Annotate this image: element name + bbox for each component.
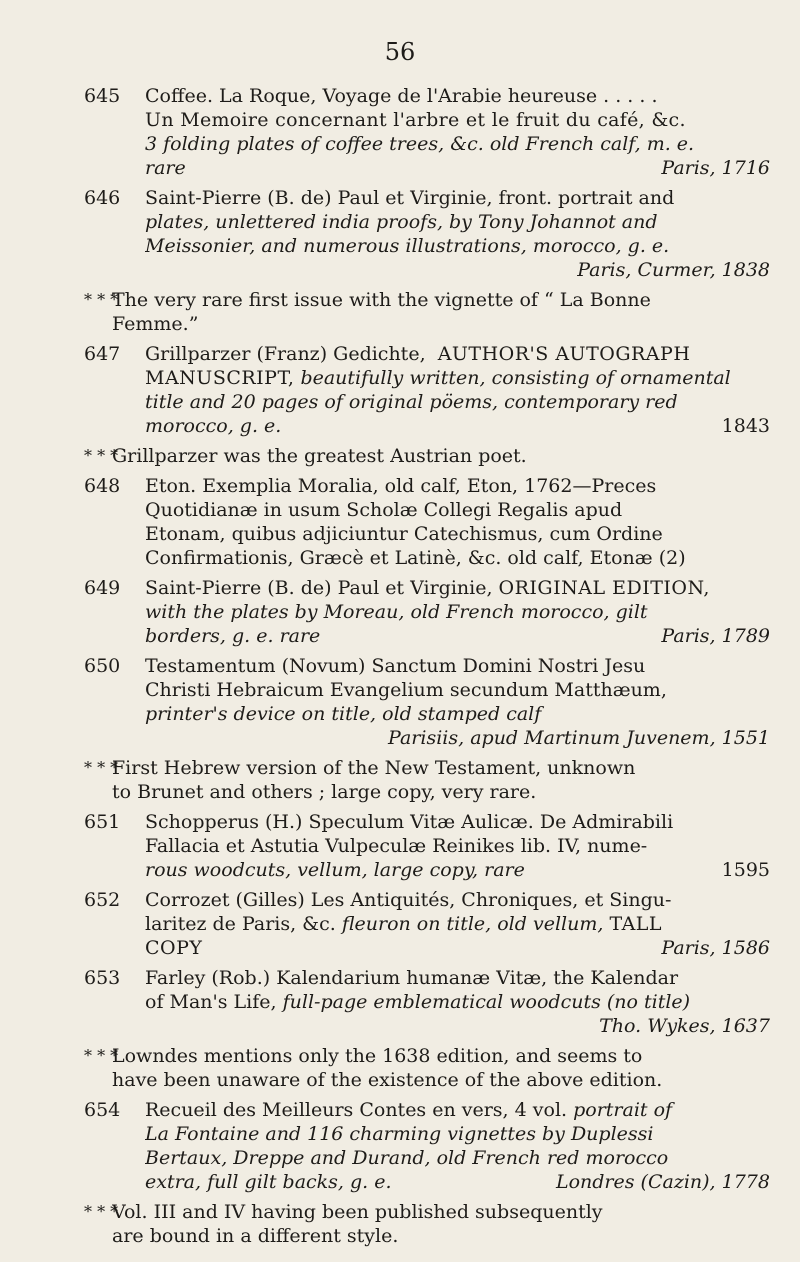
catalog-entries	[84, 84, 770, 1254]
entry-line: Schopperus (H.) Speculum Vitæ Aulicæ. De Admirabili	[145, 811, 674, 833]
catalog-entry-645	[84, 84, 770, 180]
note-line: have been unaware of the existence of the above edition.	[112, 1069, 663, 1091]
lot-number: 650	[84, 655, 121, 677]
entry-line: morocco, g. e.	[145, 415, 282, 437]
lot-number: 651	[84, 811, 121, 833]
note-line: Lowndes mentions only the 1638 edition, and seems to	[112, 1045, 643, 1067]
imprint: Paris, 1789	[661, 625, 770, 647]
catalog-note	[84, 444, 770, 468]
entry-line: Eton. Exemplia Moralia, old calf, Eton, 1762—Preces	[145, 475, 657, 497]
note-line: to Brunet and others ; large copy, very rare.	[112, 781, 537, 803]
entry-line: La Fontaine and 116 charming vignettes by Duplessi	[145, 1123, 654, 1145]
lot-number: 654	[84, 1099, 121, 1121]
entry-line: Bertaux, Dreppe and Durand, old French red morocco	[145, 1147, 669, 1169]
note-line: Vol. III and IV having been published subsequently	[112, 1201, 603, 1223]
entry-caps: TALL	[609, 913, 663, 935]
entry-line: Corrozet (Gilles) Les Antiquités, Chroniques, et Singu-	[145, 889, 672, 911]
imprint: 1843	[721, 415, 770, 437]
catalog-entry-648	[84, 474, 770, 570]
entry-line: extra, full gilt backs, g. e.	[145, 1171, 392, 1193]
imprint: 1595	[721, 859, 770, 881]
entry-line: title and 20 pages of original pöems, contemporary red	[145, 391, 678, 413]
catalog-entry-653	[84, 966, 770, 1038]
imprint: Parisiis, apud Martinum Juvenem, 1551	[388, 727, 770, 749]
entry-line: Un Memoire concernant l'arbre et le fruit du café, &c.	[145, 109, 686, 131]
entry-line: Christi Hebraicum Evangelium secundum Matthæum,	[145, 679, 667, 701]
catalog-entry-649	[84, 576, 770, 648]
catalog-note	[84, 1044, 770, 1092]
entry-line: printer's device on title, old stamped calf	[145, 703, 542, 725]
entry-line: Confirmationis, Græcè et Latinè, &c. old calf, Etonæ (2)	[145, 547, 686, 569]
catalog-entry-647	[84, 342, 770, 438]
note-line: First Hebrew version of the New Testament, unknown	[112, 757, 636, 779]
lot-number: 647	[84, 343, 121, 365]
catalog-note	[84, 288, 770, 336]
entry-line: Farley (Rob.) Kalendarium humanæ Vitæ, the Kalendar	[145, 967, 679, 989]
catalog-entry-651	[84, 810, 770, 882]
entry-caps: ORIGINAL EDITION,	[498, 577, 710, 599]
lot-number: 653	[84, 967, 121, 989]
lot-number: 649	[84, 577, 121, 599]
entry-line: Saint-Pierre (B. de) Paul et Virginie, front. portrait and	[145, 187, 675, 209]
entry-line: borders, g. e. rare	[145, 625, 321, 647]
entry-line: Fallacia et Astutia Vulpeculæ Reinikes lib. IV, nume-	[145, 835, 648, 857]
imprint: Paris, 1586	[661, 937, 770, 959]
entry-caps: COPY	[145, 937, 203, 959]
catalog-note	[84, 756, 770, 804]
entry-line: Recueil des Meilleurs Contes en vers, 4 vol.	[145, 1099, 568, 1121]
entry-line: Quotidianæ in usum Scholæ Collegi Regalis apud	[145, 499, 623, 521]
entry-line: Meissonier, and numerous illustrations, morocco, g. e.	[145, 235, 670, 257]
imprint: Paris, 1716	[661, 157, 770, 179]
catalog-note	[84, 1200, 770, 1248]
entry-caps: AUTHOR'S AUTOGRAPH	[437, 343, 691, 365]
imprint: Paris, Curmer, 1838	[577, 259, 770, 281]
catalog-entry-652	[84, 888, 770, 960]
asterism-mark: * * *	[84, 1046, 119, 1065]
note-line: are bound in a different style.	[112, 1225, 399, 1247]
asterism-mark: * * *	[84, 1202, 119, 1221]
entry-line: of Man's Life,	[145, 991, 277, 1013]
note-line: Femme.”	[112, 313, 199, 335]
entry-line: rous woodcuts, vellum, large copy, rare	[145, 859, 525, 881]
catalog-entry-646	[84, 186, 770, 282]
note-line: Grillparzer was the greatest Austrian poet.	[112, 445, 527, 467]
lot-number: 645	[84, 85, 121, 107]
asterism-mark: * * *	[84, 758, 119, 777]
imprint: Tho. Wykes, 1637	[599, 1015, 770, 1037]
entry-line: Coffee. La Roque, Voyage de l'Arabie heureuse . . . . .	[145, 85, 658, 107]
entry-line: fleuron on title, old vellum,	[341, 913, 604, 935]
asterism-mark: * * *	[84, 446, 119, 465]
catalog-entry-650	[84, 654, 770, 750]
entry-line: Testamentum (Novum) Sanctum Domini Nostri Jesu	[145, 655, 646, 677]
entry-caps: MANUSCRIPT,	[145, 367, 295, 389]
imprint: Londres (Cazin), 1778	[555, 1171, 770, 1193]
lot-number: 652	[84, 889, 121, 911]
entry-line: Saint-Pierre (B. de) Paul et Virginie,	[145, 577, 493, 599]
entry-line: rare	[145, 157, 186, 179]
entry-line: plates, unlettered india proofs, by Tony Johannot and	[145, 211, 658, 233]
entry-line: with the plates by Moreau, old French morocco, gilt	[145, 601, 648, 623]
entry-line: portrait of	[573, 1099, 673, 1121]
entry-line: Etonam, quibus adjiciuntur Catechismus, cum Ordine	[145, 523, 663, 545]
asterism-mark: * * *	[84, 290, 119, 309]
entry-line: beautifully written, consisting of ornamental	[300, 367, 731, 389]
entry-line: Grillparzer (Franz) Gedichte,	[145, 343, 426, 365]
lot-number: 648	[84, 475, 121, 497]
entry-line: laritez de Paris, &c.	[145, 913, 336, 935]
page-number: 56	[384, 38, 416, 66]
catalog-entry-654	[84, 1098, 770, 1194]
lot-number: 646	[84, 187, 121, 209]
entry-line: 3 folding plates of coffee trees, &c. old French calf, m. e.	[145, 133, 695, 155]
note-line: The very rare first issue with the vignette of “ La Bonne	[112, 289, 651, 311]
entry-line: full-page emblematical woodcuts (no title)	[282, 991, 691, 1013]
